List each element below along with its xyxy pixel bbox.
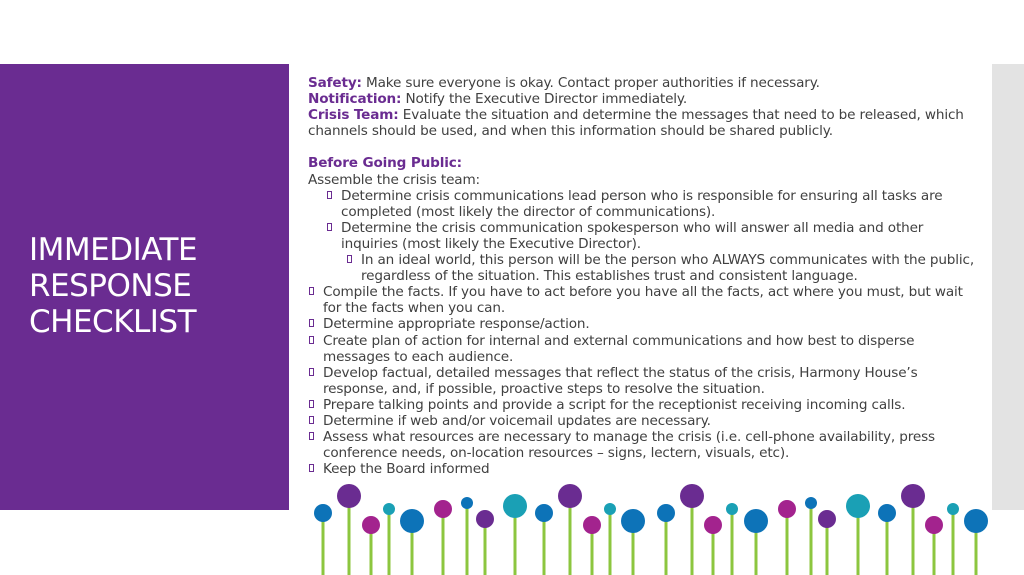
list-item: Determine crisis communications lead person who is responsible for ensuring all tasks are completed (most likely the director of communications). — [308, 188, 978, 220]
flower-head — [362, 516, 380, 534]
flower-head — [818, 510, 836, 528]
flower-head — [964, 509, 988, 533]
step-safety — [308, 75, 978, 91]
bullet-icon — [347, 255, 352, 263]
flower-head — [744, 509, 768, 533]
checklist-content — [308, 75, 978, 477]
step-text: Notify the Executive Director immediately. — [401, 91, 688, 108]
step-label: Crisis Team: — [308, 107, 399, 124]
flower-head — [704, 516, 722, 534]
step-text: Evaluate the situation and determine the messages that need to be released, which channels should be used, and when this information should be shared publicly. — [308, 107, 964, 140]
flower-head — [461, 497, 473, 509]
flower-head — [583, 516, 601, 534]
list-item: Keep the Board informed — [308, 461, 978, 477]
flower-head — [383, 503, 395, 515]
assemble-team-intro: Assemble the crisis team: — [308, 171, 480, 188]
list-item: Create plan of action for internal and external communications and how best to disperse messages to each audience. — [308, 333, 978, 365]
list-item: In an ideal world, this person will be the person who ALWAYS communicates with the public, regardless of the situation. This establishes trust and consistent language. — [308, 252, 978, 284]
flower-head — [925, 516, 943, 534]
checklist — [308, 188, 978, 478]
flower-head — [434, 500, 452, 518]
bullet-icon — [327, 191, 332, 199]
flower-head — [846, 494, 870, 518]
flower-head — [400, 509, 424, 533]
flower-head — [535, 504, 553, 522]
flower-head — [337, 484, 361, 508]
list-item: Develop factual, detailed messages that reflect the status of the crisis, Harmony House’s response, and, if possible, proactive steps to resolve the situation. — [308, 365, 978, 397]
flower-head — [947, 503, 959, 515]
list-item: Prepare talking points and provide a script for the receptionist receiving incoming calls. — [308, 397, 978, 413]
step-notification — [308, 91, 978, 107]
list-item: Determine the crisis communication spokesperson who will answer all media and other inquiries (most likely the Executive Director). — [308, 220, 978, 252]
bullet-icon — [309, 287, 314, 295]
flower-head — [778, 500, 796, 518]
list-item: Determine appropriate response/action. — [308, 316, 978, 332]
flower-head — [476, 510, 494, 528]
bullet-icon — [309, 400, 314, 408]
flower-head — [805, 497, 817, 509]
step-label: Safety: — [308, 75, 362, 91]
bullet-icon — [309, 416, 314, 424]
right-accent-bar — [992, 64, 1024, 510]
step-crisis-team — [308, 107, 978, 139]
before-public-heading: Before Going Public: — [308, 155, 462, 172]
flower-head — [314, 504, 332, 522]
flower-head — [680, 484, 704, 508]
flower-head — [901, 484, 925, 508]
list-item: Assess what resources are necessary to manage the crisis (i.e. cell-phone availability, press conference needs, on-location resources – signs, lectern, visuals, etc). — [308, 429, 978, 461]
flower-head — [503, 494, 527, 518]
bullet-icon — [309, 336, 314, 344]
bullet-icon — [309, 432, 314, 440]
flower-head — [657, 504, 675, 522]
slide-title: IMMEDIATE RESPONSE CHECKLIST — [29, 232, 198, 340]
flower-head — [726, 503, 738, 515]
flower-head — [604, 503, 616, 515]
list-item: Compile the facts. If you have to act before you have all the facts, act where you must, but wait for the facts when you can. — [308, 284, 978, 316]
bullet-icon — [309, 464, 314, 472]
bullet-icon — [309, 368, 314, 376]
flower-head — [621, 509, 645, 533]
step-text: Make sure everyone is okay. Contact proper authorities if necessary. — [361, 75, 820, 91]
lollipop-flowers-icon — [0, 478, 1024, 575]
step-label: Notification: — [308, 91, 402, 108]
flower-head — [558, 484, 582, 508]
list-item: Determine if web and/or voicemail updates are necessary. — [308, 413, 978, 429]
bullet-icon — [327, 223, 332, 231]
bullet-icon — [309, 319, 314, 327]
flower-head — [878, 504, 896, 522]
